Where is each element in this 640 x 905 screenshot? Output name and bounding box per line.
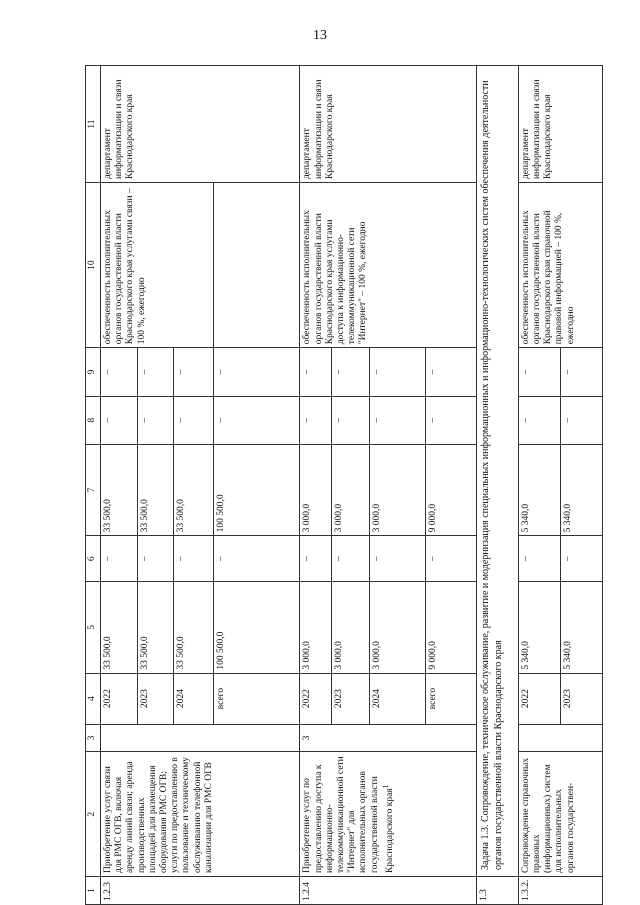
total-cell: 33 500,0: [137, 582, 174, 674]
year-cell: 2022: [300, 673, 332, 724]
fed-cell: –: [100, 536, 137, 582]
fed-cell: –: [214, 536, 300, 582]
col-header: 1: [86, 877, 101, 905]
mun-cell: –: [518, 396, 560, 444]
mun-cell: –: [174, 396, 214, 444]
total-cell: 3 000,0: [300, 582, 332, 674]
col-header: 11: [86, 66, 101, 183]
mun-cell: –: [560, 396, 602, 444]
year-cell: 2023: [331, 673, 369, 724]
total-cell: 3 000,0: [331, 582, 369, 674]
column-number-row: [86, 66, 101, 905]
total-cell: 5 340,0: [560, 582, 602, 674]
result-cell: обеспеченность исполнительных органов государственной власти Краснодарского края услугами доступа к информационно-телекоммуникационной сети "Интернет" – 100 %, ежегодно: [300, 183, 476, 348]
reg-cell: 33 500,0: [100, 444, 137, 536]
total-cell: 100 500,0: [214, 582, 300, 674]
fed-cell: –: [369, 536, 426, 582]
other-cell: –: [426, 348, 476, 396]
year-cell: 2024: [369, 673, 426, 724]
other-cell: –: [100, 348, 137, 396]
fed-cell: –: [300, 536, 332, 582]
year-cell: 2023: [137, 673, 174, 724]
total-cell: 5 340,0: [518, 582, 560, 674]
year-cell: 2022: [518, 673, 560, 724]
executor-cell: департамент информатизации и связи Краснодарского края: [100, 66, 300, 183]
total-cell: 9 000,0: [426, 582, 476, 674]
activity-name: [300, 752, 476, 877]
other-cell: –: [560, 348, 602, 396]
reg-cell: 3 000,0: [300, 444, 332, 536]
col-header: 4: [86, 673, 101, 724]
result-cell: обеспеченность исполнительных органов государственной власти Краснодарского края услугами связи – 100 %, ежегодно: [100, 183, 213, 348]
reg-cell: 9 000,0: [426, 444, 476, 536]
col-header: 10: [86, 183, 101, 348]
program-table: [85, 65, 603, 905]
reg-cell: 100 500,0: [214, 444, 300, 536]
executor-cell: департамент информатизации и связи Краснодарского края: [300, 66, 476, 183]
reg-cell: 3 000,0: [369, 444, 426, 536]
result-cell: обеспеченность исполнительных органов государственной власти Краснодарского края справочной правовой информацией – 100 %, ежегодно: [518, 183, 602, 348]
row-number: 1.2.3: [100, 877, 300, 905]
col3-value: [100, 724, 300, 752]
other-cell: –: [300, 348, 332, 396]
fed-cell: –: [426, 536, 476, 582]
fed-cell: –: [560, 536, 602, 582]
activity-name: Приобретение услуг связи для РМС ОГВ, включая аренду линий связи; аренда производственных площадей для размещения оборудования РМС ОГВ; услуги по предоставлению в пользование и техническому обслуживанию телефонной канализации для РМС ОГВ: [100, 752, 300, 877]
total-cell: 3 000,0: [369, 582, 426, 674]
task-row: [476, 66, 518, 905]
other-cell: –: [214, 348, 300, 396]
fed-cell: –: [137, 536, 174, 582]
table-row: [518, 66, 560, 905]
mun-cell: –: [331, 396, 369, 444]
total-cell: 33 500,0: [100, 582, 137, 674]
other-cell: –: [331, 348, 369, 396]
col-header: 9: [86, 348, 101, 396]
year-cell: 2024: [174, 673, 214, 724]
footnote-mark: 1: [380, 784, 390, 789]
activity-name-text: Приобретение услуг по предоставлению доступа к информационно-телекоммуникационной сети "Интернет" для исполнительных органов государственной власти Краснодарского края: [302, 756, 396, 874]
mun-cell: –: [426, 396, 476, 444]
reg-cell: 33 500,0: [174, 444, 214, 536]
reg-cell: 33 500,0: [137, 444, 174, 536]
executor-cell: департамент информатизации и связи Краснодарского края: [518, 66, 602, 183]
other-cell: –: [369, 348, 426, 396]
col-header: 6: [86, 536, 101, 582]
col3-value: 3: [300, 724, 476, 752]
col-header: 8: [86, 396, 101, 444]
table-row: [100, 66, 137, 905]
other-cell: –: [174, 348, 214, 396]
col-header: 3: [86, 724, 101, 752]
col-header: 5: [86, 582, 101, 674]
total-cell: 33 500,0: [174, 582, 214, 674]
page-number: 13: [313, 28, 327, 43]
reg-cell: 5 340,0: [560, 444, 602, 536]
fed-cell: –: [518, 536, 560, 582]
year-cell: 2022: [100, 673, 137, 724]
year-cell: всего: [214, 673, 300, 724]
reg-cell: 3 000,0: [331, 444, 369, 536]
row-number: 1.3.2.: [518, 877, 602, 905]
fed-cell: –: [331, 536, 369, 582]
mun-cell: –: [100, 396, 137, 444]
table-row: [300, 66, 332, 905]
row-number: 1.3: [476, 877, 518, 905]
other-cell: –: [518, 348, 560, 396]
mun-cell: –: [214, 396, 300, 444]
mun-cell: –: [300, 396, 332, 444]
col-header: 7: [86, 444, 101, 536]
year-cell: 2023: [560, 673, 602, 724]
task-heading: Задача 1.3. Сопровождение, техническое обслуживание, развитие и модернизация специальных информационных и информационно-технологических систем обеспечения деятельности органов государственной власти Краснодарского края: [476, 66, 518, 877]
activity-name: Сопровождение справочных правовых (информационных) систем для исполнительных органов государствен-: [518, 752, 602, 877]
row-number: 1.2.4: [300, 877, 476, 905]
mun-cell: –: [369, 396, 426, 444]
fed-cell: –: [174, 536, 214, 582]
col-header: 2: [86, 752, 101, 877]
mun-cell: –: [137, 396, 174, 444]
rotated-table-wrapper: [85, 65, 603, 905]
other-cell: –: [137, 348, 174, 396]
result-cell-empty: [214, 183, 300, 348]
col3-value: [518, 724, 602, 752]
year-cell: всего: [426, 673, 476, 724]
reg-cell: 5 340,0: [518, 444, 560, 536]
